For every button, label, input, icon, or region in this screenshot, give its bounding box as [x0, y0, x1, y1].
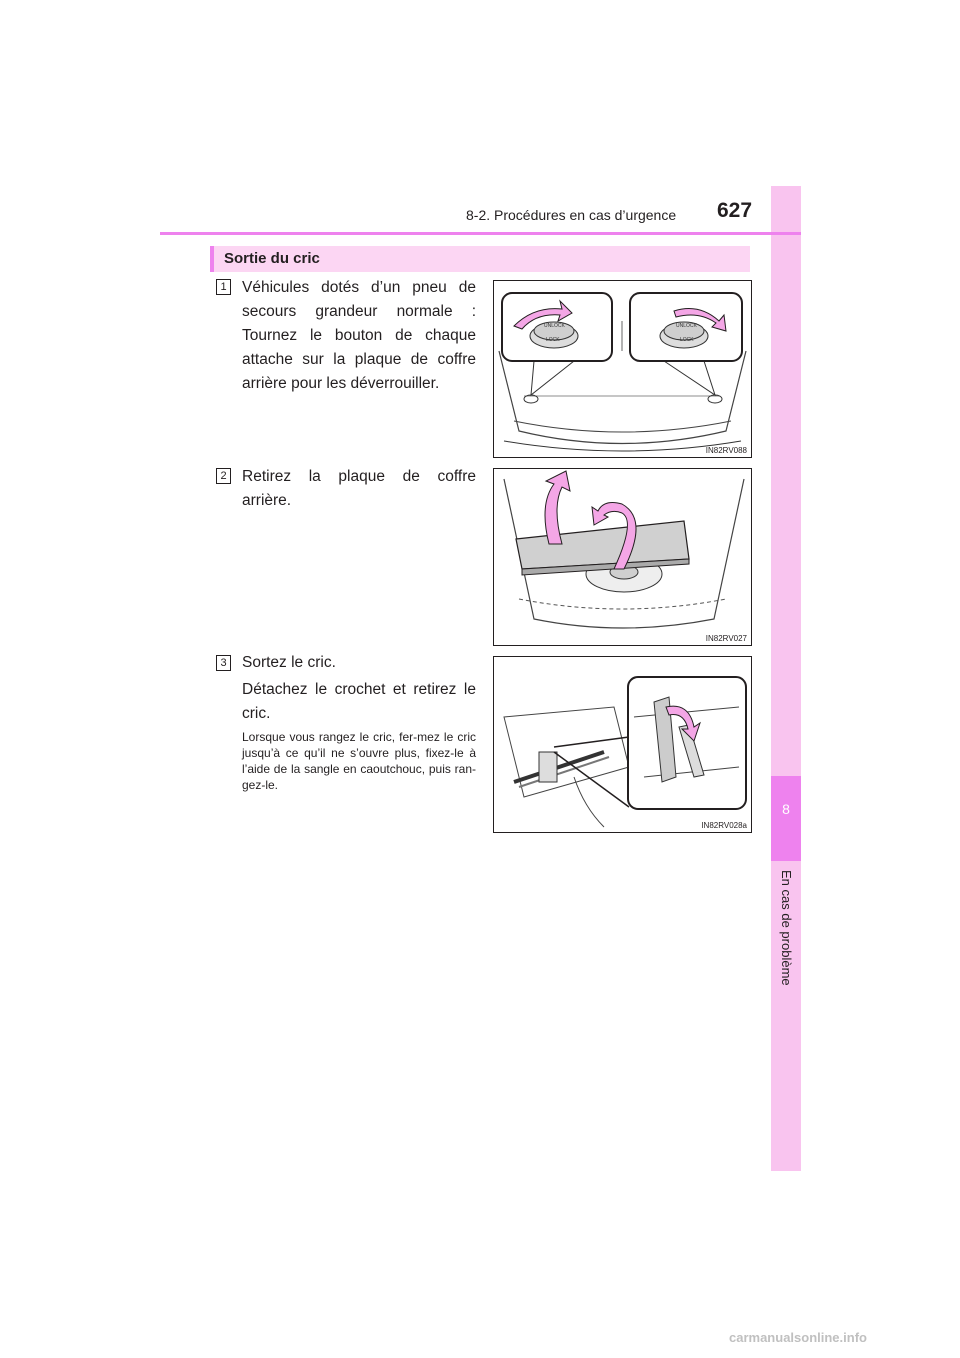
section-accent	[210, 246, 214, 272]
knob-left-unlock-label: UNLOCK	[544, 323, 565, 329]
step-2-text: Retirez la plaque de coffre arrière.	[242, 468, 476, 509]
figure-3-code: IN82RV028a	[701, 821, 747, 830]
section-heading	[210, 246, 750, 272]
side-tab-active	[771, 776, 801, 861]
chapter-number: 8	[782, 801, 790, 817]
header-section-title: 8-2. Procédures en cas d’urgence	[466, 207, 677, 223]
step-number-1: 1	[216, 279, 231, 295]
knob-right-unlock-label: UNLOCK	[676, 323, 697, 329]
figure-2-remove-board	[493, 468, 752, 646]
chapter-label: En cas de problème	[779, 870, 794, 986]
figure-3-jack-removal	[493, 656, 752, 833]
figure-2-code: IN82RV027	[705, 634, 747, 643]
figure-1-code: IN82RV088	[705, 446, 747, 455]
step-3-text-detail: Détachez le crochet et retirez le cric.	[242, 681, 476, 722]
side-tab	[771, 186, 801, 1171]
header-rule	[160, 232, 801, 235]
knob-left-lock-label: LOCK	[546, 337, 560, 343]
step-number-3: 3	[216, 655, 231, 671]
knob-right-lock-label: LOCK	[680, 337, 694, 343]
watermark: carmanualsonline.info	[729, 1330, 867, 1345]
section-title: Sortie du cric	[224, 250, 320, 267]
page-number: 627	[717, 199, 753, 222]
figure-1-trunk-knobs	[493, 280, 752, 458]
step-1-text: Véhicules dotés d’un pneu de secours grandeur normale : Tournez le bouton de chaque attache sur la plaque de coffre arrière pour les déverrouiller.	[242, 279, 476, 392]
step-3-text: Sortez le cric.	[242, 654, 336, 671]
step-3-note: Lorsque vous rangez le cric, fer-mez le cric jusqu’à ce qu’il ne s’ouvre plus, fixez-le à l’aide de la sangle en caoutchouc, puis ran-gez-le.	[242, 730, 476, 792]
step-number-2: 2	[216, 468, 231, 484]
